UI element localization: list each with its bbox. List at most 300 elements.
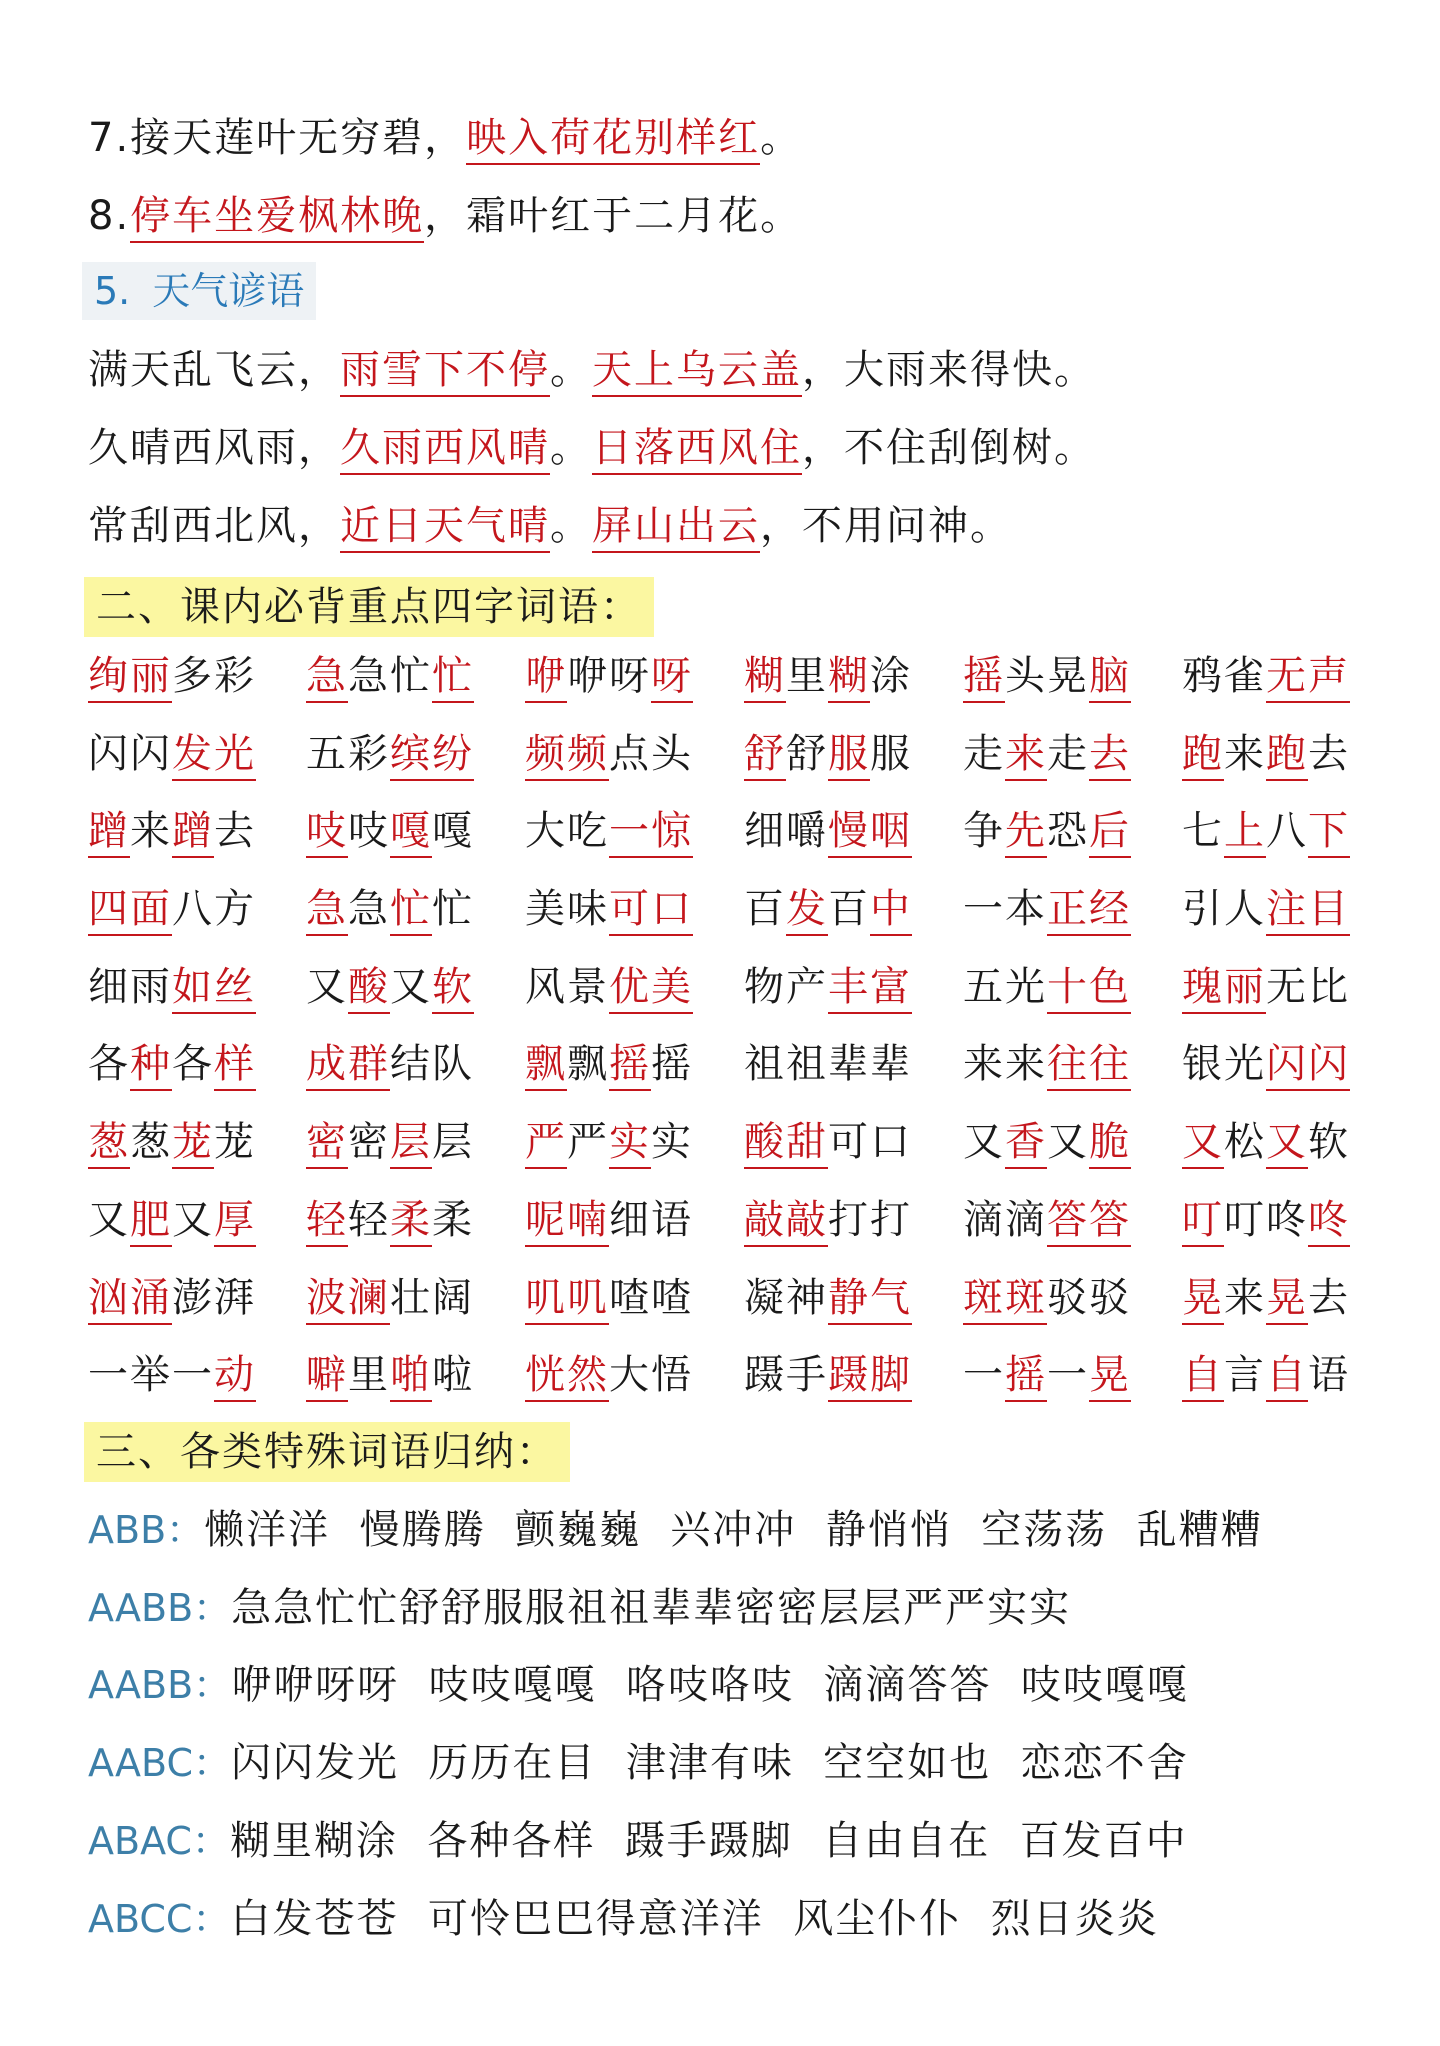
poem-text: ，霜叶红于二月花。 <box>424 193 803 239</box>
idiom-char: 急 <box>348 886 390 933</box>
idiom-cell <box>525 1192 693 1248</box>
idiom-char: 各 <box>88 1041 130 1088</box>
idiom-cell <box>963 1192 1131 1248</box>
idiom-row <box>88 1347 1368 1425</box>
idiom-char: 松 <box>1224 1119 1266 1166</box>
idiom-cell <box>963 881 1131 937</box>
idiom-answer-char: 样 <box>214 1041 256 1091</box>
idiom-answer-char: 软 <box>432 964 474 1014</box>
idiom-char: 辈 <box>828 1041 870 1088</box>
idiom-answer-char: 甜 <box>786 1119 828 1169</box>
idiom-answer-char: 闪 <box>1266 1041 1308 1091</box>
idiom-answer-char: 香 <box>1005 1119 1047 1169</box>
idiom-answer-char: 惊 <box>651 808 693 858</box>
idiom-char: 打 <box>870 1196 912 1243</box>
idiom-cell <box>1182 959 1350 1015</box>
idiom-char: 多 <box>172 653 214 699</box>
idiom-char: 去 <box>1308 1274 1350 1321</box>
idiom-answer-char: 光 <box>214 731 256 781</box>
idiom-answer-char: 发 <box>786 886 828 936</box>
idiom-answer-char: 服 <box>828 731 870 781</box>
idiom-answer-char: 丝 <box>214 964 256 1014</box>
idiom-answer-char: 酸 <box>744 1119 786 1169</box>
idiom-answer-char: 丽 <box>1224 964 1266 1014</box>
idiom-answer-char: 糊 <box>744 653 786 703</box>
idiom-answer-char: 糊 <box>828 653 870 703</box>
idiom-answer-char: 急 <box>306 653 348 703</box>
idiom-char: 茏 <box>214 1119 256 1166</box>
idiom-answer-char: 目 <box>1308 886 1350 936</box>
idiom-char: 各 <box>172 1041 214 1088</box>
idiom-cell <box>963 803 1131 859</box>
idiom-char: 头 <box>651 730 693 777</box>
poem-line <box>88 188 802 244</box>
idiom-char: 闪 <box>130 730 172 777</box>
idiom-cell <box>744 1036 912 1092</box>
idiom-answer-char: 吱 <box>306 808 348 858</box>
idiom-answer-char: 十 <box>1047 964 1089 1014</box>
idiom-char: 五 <box>963 963 1005 1010</box>
idiom-char: 来 <box>1005 1041 1047 1088</box>
idiom-cell <box>744 1270 912 1326</box>
idiom-char: 七 <box>1182 808 1224 855</box>
idiom-cell <box>88 648 256 704</box>
idiom-char: 祖 <box>786 1041 828 1088</box>
idiom-answer-char: 飘 <box>525 1041 567 1091</box>
idiom-answer-char: 摇 <box>1005 1352 1047 1402</box>
idiom-cell <box>306 648 474 704</box>
idiom-char: 百 <box>828 886 870 933</box>
idiom-answer-char: 四 <box>88 886 130 936</box>
idiom-char: 八 <box>172 886 214 933</box>
idiom-answer-char: 气 <box>870 1275 912 1325</box>
idiom-answer-char: 实 <box>609 1119 651 1169</box>
idiom-char: 柔 <box>432 1196 474 1243</box>
idiom-char: 细 <box>88 963 130 1010</box>
idiom-char: 嘎 <box>432 808 474 855</box>
idiom-cell <box>525 1114 693 1170</box>
idiom-answer-char: 叽 <box>525 1275 567 1325</box>
idiom-cell <box>963 1347 1131 1403</box>
idiom-char: 驳 <box>1047 1274 1089 1321</box>
idiom-char: 阔 <box>432 1274 474 1321</box>
idiom-answer-char: 摇 <box>963 653 1005 703</box>
idiom-answer-char: 往 <box>1047 1041 1089 1091</box>
idiom-char: 美 <box>525 886 567 933</box>
idiom-answer-char: 斑 <box>1005 1275 1047 1325</box>
idiom-char: 密 <box>348 1119 390 1166</box>
idiom-answer-char: 蹑 <box>828 1352 870 1402</box>
idiom-answer-char: 晃 <box>1182 1275 1224 1325</box>
idiom-char: 又 <box>306 963 348 1010</box>
idiom-answer-char: 茏 <box>172 1119 214 1169</box>
idiom-char: 打 <box>828 1196 870 1243</box>
idiom-answer-char: 动 <box>214 1352 256 1402</box>
idiom-char: 走 <box>963 730 1005 777</box>
idiom-answer-char: 晃 <box>1266 1275 1308 1325</box>
idiom-cell <box>1182 648 1350 704</box>
category-words: 咿咿呀呀 吱吱嘎嘎 咯吱咯吱 滴滴答答 吱吱嘎嘎 <box>231 1662 1189 1708</box>
idiom-char: 结 <box>390 1041 432 1088</box>
idiom-row <box>88 1036 1368 1114</box>
idiom-row <box>88 648 1368 726</box>
category-label: ABCC： <box>88 1897 231 1941</box>
idiom-answer-char: 脚 <box>870 1352 912 1402</box>
idiom-cell <box>306 803 474 859</box>
idiom-answer-char: 跑 <box>1266 731 1308 781</box>
idiom-char: 又 <box>963 1119 1005 1166</box>
idiom-answer-char: 来 <box>1005 731 1047 781</box>
idiom-char: 来 <box>963 1041 1005 1088</box>
idiom-cell <box>525 1347 693 1403</box>
idiom-answer-char: 发 <box>172 731 214 781</box>
idiom-cell <box>1182 881 1350 937</box>
idiom-answer-char: 喃 <box>567 1197 609 1247</box>
idiom-answer-char: 口 <box>651 886 693 936</box>
idiom-answer-char: 富 <box>870 964 912 1014</box>
idiom-cell <box>963 959 1131 1015</box>
idiom-cell <box>1182 726 1350 782</box>
idiom-answer-char: 种 <box>130 1041 172 1091</box>
idiom-char: 本 <box>1005 886 1047 933</box>
proverb-text: ，大雨来得快。 <box>802 347 1096 393</box>
idiom-char: 滴 <box>1005 1196 1047 1243</box>
idiom-char: 来 <box>130 808 172 855</box>
idiom-char: 祖 <box>744 1041 786 1088</box>
idiom-cell <box>88 959 256 1015</box>
idiom-char: 摇 <box>651 1041 693 1088</box>
idiom-answer-char: 一 <box>609 808 651 858</box>
idiom-char: 里 <box>348 1352 390 1399</box>
idiom-char: 引 <box>1182 886 1224 933</box>
idiom-answer-char: 晃 <box>1089 1352 1131 1402</box>
idiom-char: 来 <box>1224 1274 1266 1321</box>
idiom-answer-char: 叮 <box>1182 1197 1224 1247</box>
idiom-char: 一 <box>88 1352 130 1399</box>
idiom-answer-char: 丽 <box>130 653 172 703</box>
idiom-char: 八 <box>1266 808 1308 855</box>
idiom-row <box>88 959 1368 1037</box>
idiom-char: 凝 <box>744 1274 786 1321</box>
idiom-char: 去 <box>214 808 256 855</box>
idiom-char: 一 <box>963 1352 1005 1399</box>
idiom-cell <box>88 1036 256 1092</box>
idiom-answer-char: 汹 <box>88 1275 130 1325</box>
idiom-row <box>88 1192 1368 1270</box>
idiom-char: 呀 <box>609 653 651 699</box>
idiom-char: 蹑 <box>744 1352 786 1399</box>
idiom-cell <box>525 726 693 782</box>
idiom-char: 彩 <box>214 653 256 699</box>
idiom-char: 壮 <box>390 1274 432 1321</box>
category-words: 急急忙忙舒舒服服祖祖辈辈密密层层严严实实 <box>231 1585 1072 1631</box>
idiom-char: 人 <box>1224 886 1266 933</box>
idiom-answer-char: 咿 <box>525 653 567 703</box>
idiom-cell <box>1182 1036 1350 1092</box>
idiom-char: 飘 <box>567 1041 609 1088</box>
idiom-cell <box>744 803 912 859</box>
idiom-char: 队 <box>432 1041 474 1088</box>
proverb-text: 常刮西北风， <box>88 503 340 549</box>
proverb-text: 。 <box>550 425 592 471</box>
idiom-char: 咚 <box>1266 1196 1308 1243</box>
idiom-cell <box>88 881 256 937</box>
idiom-answer-char: 蹭 <box>88 808 130 858</box>
idiom-char: 举 <box>130 1352 172 1399</box>
idiom-answer-char: 经 <box>1089 886 1131 936</box>
idiom-cell <box>306 1192 474 1248</box>
idiom-answer-char: 叽 <box>567 1275 609 1325</box>
idiom-cell <box>744 1114 912 1170</box>
idiom-char: 辈 <box>870 1041 912 1088</box>
idiom-cell <box>744 1347 912 1403</box>
idiom-answer-char: 恍 <box>525 1352 567 1402</box>
category-line <box>88 1813 1188 1869</box>
idiom-answer-char: 纷 <box>432 731 474 781</box>
idiom-answer-char: 自 <box>1182 1352 1224 1402</box>
idiom-char: 又 <box>88 1196 130 1243</box>
idiom-row <box>88 1114 1368 1192</box>
category-label: ABAC： <box>88 1819 230 1863</box>
idiom-char: 严 <box>567 1119 609 1166</box>
idiom-char: 彩 <box>348 730 390 777</box>
idiom-answer-char: 丰 <box>828 964 870 1014</box>
idiom-answer-char: 下 <box>1308 808 1350 858</box>
idiom-char: 喳 <box>651 1274 693 1321</box>
category-line <box>88 1891 1159 1947</box>
idiom-cell <box>744 959 912 1015</box>
proverb-answer: 天上乌云盖 <box>592 347 802 397</box>
idiom-cell <box>306 1347 474 1403</box>
idiom-char: 里 <box>786 653 828 699</box>
section-5-number: 5. <box>94 269 131 313</box>
idiom-answer-char: 正 <box>1047 886 1089 936</box>
proverb-text: 满天乱飞云， <box>88 347 340 393</box>
idiom-char: 驳 <box>1089 1274 1131 1321</box>
idiom-char: 鸦 <box>1182 653 1224 699</box>
idiom-char: 实 <box>651 1119 693 1166</box>
idiom-char: 舒 <box>786 730 828 777</box>
idiom-char: 神 <box>786 1274 828 1321</box>
idiom-char: 急 <box>348 653 390 699</box>
idiom-char: 一 <box>1047 1352 1089 1399</box>
idiom-answer-char: 群 <box>348 1041 390 1091</box>
idiom-row <box>88 881 1368 959</box>
proverb-text: ，不用问神。 <box>760 503 1012 549</box>
idiom-answer-char: 美 <box>651 964 693 1014</box>
idiom-cell <box>88 726 256 782</box>
idiom-answer-char: 咽 <box>870 808 912 858</box>
idiom-answer-char: 后 <box>1089 808 1131 858</box>
proverb-answer: 近日天气晴 <box>340 503 550 553</box>
idiom-answer-char: 中 <box>870 886 912 936</box>
idiom-char: 恐 <box>1047 808 1089 855</box>
idiom-answer-char: 涌 <box>130 1275 172 1325</box>
idiom-char: 又 <box>172 1196 214 1243</box>
idiom-cell <box>963 1036 1131 1092</box>
idiom-answer-char: 急 <box>306 886 348 936</box>
idiom-cell <box>1182 1192 1350 1248</box>
idiom-char: 光 <box>1005 963 1047 1010</box>
section-2-heading: 二、课内必背重点四字词语： <box>84 577 654 637</box>
idiom-cell <box>88 803 256 859</box>
idiom-char: 细 <box>744 808 786 855</box>
idiom-cell <box>1182 1114 1350 1170</box>
category-words: 糊里糊涂 各种各样 蹑手蹑脚 自由自在 百发百中 <box>229 1818 1188 1864</box>
idiom-char: 百 <box>744 886 786 933</box>
idiom-answer-char: 去 <box>1089 731 1131 781</box>
idiom-answer-char: 闪 <box>1308 1041 1350 1091</box>
idiom-cell <box>963 726 1131 782</box>
idiom-answer-char: 密 <box>306 1119 348 1169</box>
idiom-char: 又 <box>1047 1119 1089 1166</box>
idiom-answer-char: 绚 <box>88 653 130 703</box>
idiom-answer-char: 葱 <box>88 1119 130 1169</box>
category-line <box>88 1502 1263 1558</box>
idiom-answer-char: 轻 <box>306 1197 348 1247</box>
idiom-cell <box>525 959 693 1015</box>
category-label: ABB： <box>88 1508 205 1552</box>
idiom-cell <box>744 648 912 704</box>
idiom-char: 大 <box>609 1352 651 1399</box>
idiom-answer-char: 先 <box>1005 808 1047 858</box>
proverb-text: ，不住刮倒树。 <box>802 425 1096 471</box>
idiom-answer-char: 呀 <box>651 653 693 703</box>
category-label: AABC： <box>88 1741 231 1785</box>
idiom-cell <box>963 1114 1131 1170</box>
poem-text: 接天莲叶无穷碧， <box>130 115 467 161</box>
idiom-answer-char: 往 <box>1089 1041 1131 1091</box>
idiom-grid <box>88 648 1368 1425</box>
idiom-cell <box>306 726 474 782</box>
idiom-answer-char: 慢 <box>828 808 870 858</box>
idiom-answer-char: 答 <box>1047 1197 1089 1247</box>
idiom-answer-char: 如 <box>172 964 214 1014</box>
category-line <box>88 1657 1189 1713</box>
idiom-answer-char: 脆 <box>1089 1119 1131 1169</box>
idiom-cell <box>744 726 912 782</box>
idiom-cell <box>525 648 693 704</box>
idiom-cell <box>1182 1270 1350 1326</box>
idiom-char: 手 <box>786 1352 828 1399</box>
category-words: 白发苍苍 可怜巴巴得意洋洋 风尘仆仆 烈日炎炎 <box>230 1896 1159 1942</box>
category-label: AABB： <box>88 1586 232 1630</box>
idiom-char: 风 <box>525 963 567 1010</box>
idiom-answer-char: 酸 <box>348 964 390 1014</box>
idiom-char: 喳 <box>609 1274 651 1321</box>
poem-answer: 停车坐爱枫林晚 <box>130 193 424 243</box>
idiom-answer-char: 频 <box>567 731 609 781</box>
proverb-answer: 日落西风住 <box>592 425 802 475</box>
idiom-cell <box>306 1114 474 1170</box>
idiom-cell <box>525 881 693 937</box>
proverb-answer: 雨雪下不停 <box>340 347 550 397</box>
idiom-char: 味 <box>567 886 609 933</box>
idiom-cell <box>88 1114 256 1170</box>
idiom-answer-char: 面 <box>130 886 172 936</box>
proverb-answer: 久雨西风晴 <box>340 425 550 475</box>
idiom-answer-char: 跑 <box>1182 731 1224 781</box>
idiom-cell <box>88 1347 256 1403</box>
idiom-char: 去 <box>1308 730 1350 777</box>
idiom-char: 走 <box>1047 730 1089 777</box>
idiom-cell <box>744 881 912 937</box>
idiom-answer-char: 色 <box>1089 964 1131 1014</box>
idiom-cell <box>525 1270 693 1326</box>
idiom-answer-char: 优 <box>609 964 651 1014</box>
idiom-char: 大 <box>525 808 567 855</box>
proverb-line <box>88 498 1012 554</box>
idiom-cell <box>963 1270 1131 1326</box>
idiom-row <box>88 1270 1368 1348</box>
proverb-answer: 屏山出云 <box>592 503 760 553</box>
idiom-cell <box>88 1192 256 1248</box>
idiom-answer-char: 成 <box>306 1041 348 1091</box>
idiom-cell <box>744 1192 912 1248</box>
idiom-char: 涂 <box>870 653 912 699</box>
idiom-char: 啦 <box>432 1352 474 1399</box>
idiom-answer-char: 噼 <box>306 1352 348 1402</box>
idiom-answer-char: 澜 <box>348 1275 390 1325</box>
idiom-char: 光 <box>1224 1041 1266 1088</box>
idiom-answer-char: 又 <box>1182 1119 1224 1169</box>
idiom-char: 来 <box>1224 730 1266 777</box>
idiom-char: 葱 <box>130 1119 172 1166</box>
idiom-answer-char: 答 <box>1089 1197 1131 1247</box>
idiom-char: 澎 <box>172 1274 214 1321</box>
idiom-char: 服 <box>870 730 912 777</box>
idiom-answer-char: 无 <box>1266 653 1308 703</box>
category-label: AABB： <box>88 1663 232 1707</box>
idiom-cell <box>88 1270 256 1326</box>
proverb-line <box>88 420 1096 476</box>
idiom-char: 一 <box>172 1352 214 1399</box>
idiom-answer-char: 自 <box>1266 1352 1308 1402</box>
idiom-char: 轻 <box>348 1196 390 1243</box>
idiom-answer-char: 敲 <box>786 1197 828 1247</box>
idiom-answer-char: 瑰 <box>1182 964 1224 1014</box>
idiom-answer-char: 舒 <box>744 731 786 781</box>
section-5-title: 天气谚语 <box>152 269 305 313</box>
section-5-heading <box>82 262 316 320</box>
idiom-answer-char: 摇 <box>609 1041 651 1091</box>
idiom-char: 言 <box>1224 1352 1266 1399</box>
idiom-answer-char: 蹭 <box>172 808 214 858</box>
idiom-char: 口 <box>870 1119 912 1166</box>
idiom-char: 雨 <box>130 963 172 1010</box>
idiom-char: 无 <box>1266 963 1308 1010</box>
idiom-char: 一 <box>963 886 1005 933</box>
idiom-answer-char: 频 <box>525 731 567 781</box>
idiom-answer-char: 啪 <box>390 1352 432 1402</box>
idiom-row <box>88 803 1368 881</box>
idiom-char: 物 <box>744 963 786 1010</box>
idiom-char: 闪 <box>88 730 130 777</box>
idiom-answer-char: 可 <box>609 886 651 936</box>
idiom-char: 比 <box>1308 963 1350 1010</box>
idiom-char: 方 <box>214 886 256 933</box>
idiom-answer-char: 厚 <box>214 1197 256 1247</box>
idiom-answer-char: 波 <box>306 1275 348 1325</box>
idiom-char: 又 <box>390 963 432 1010</box>
idiom-char: 争 <box>963 808 1005 855</box>
idiom-answer-char: 敲 <box>744 1197 786 1247</box>
idiom-answer-char: 忙 <box>432 653 474 703</box>
idiom-cell <box>1182 1347 1350 1403</box>
idiom-answer-char: 然 <box>567 1352 609 1402</box>
idiom-char: 滴 <box>963 1196 1005 1243</box>
poem-text: 。 <box>760 115 803 161</box>
